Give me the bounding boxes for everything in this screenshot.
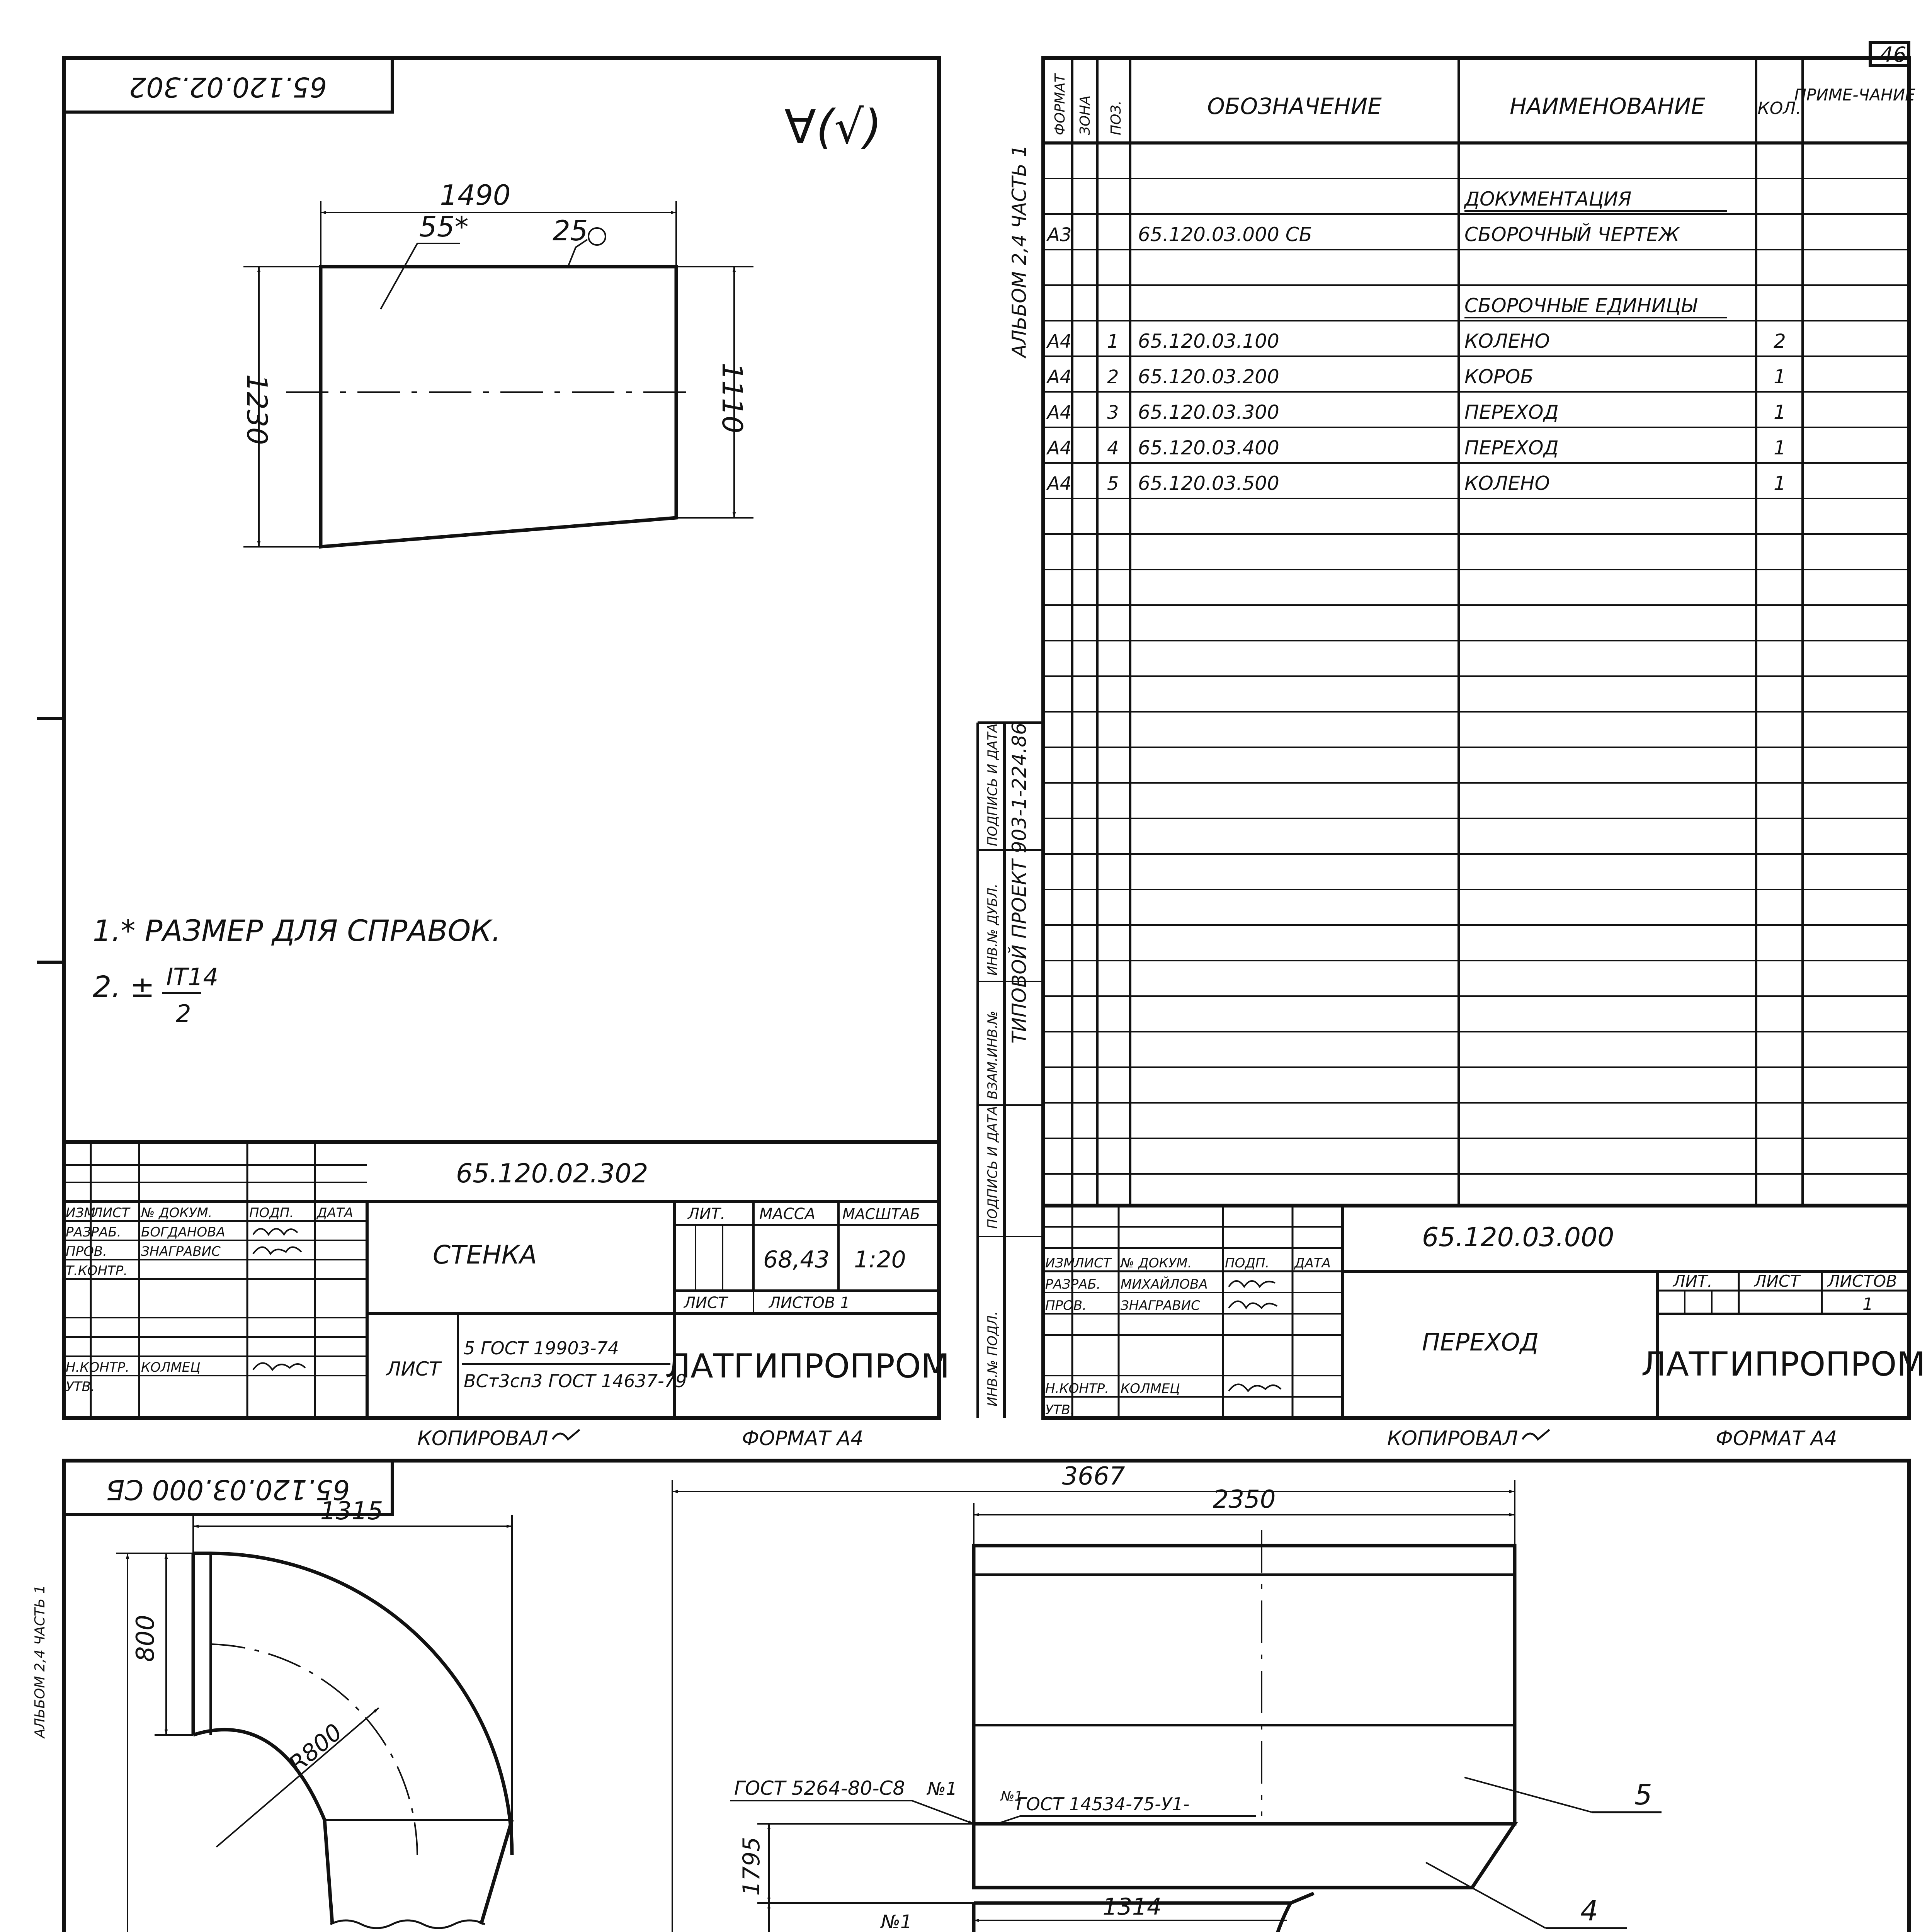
q1-finish-mark: ∀(√) xyxy=(784,100,882,154)
page-number: 46 xyxy=(1880,43,1906,67)
q2-title-part-name: ПЕРЕХОД xyxy=(1422,1328,1539,1356)
spec-quantity: 2 xyxy=(1774,330,1786,352)
svg-text:ФОРМАТ: ФОРМАТ xyxy=(1052,74,1068,135)
svg-text:№ ДОКУМ.: № ДОКУМ. xyxy=(141,1205,213,1221)
q1-note-2-num: IT14 xyxy=(166,963,219,991)
svg-text:ДАТА: ДАТА xyxy=(317,1205,353,1221)
q1-signature-3 xyxy=(253,1363,305,1370)
q1-note-1: 1.* РАЗМЕР ДЛЯ СПРАВОК. xyxy=(93,913,501,948)
q1-dim-right: 1110 xyxy=(716,362,748,434)
spec-quantity: 1 xyxy=(1774,366,1786,388)
q3-corner-stamp: 65.120.03.000 СБ xyxy=(106,1473,350,1505)
svg-text:1: 1 xyxy=(1862,1294,1873,1314)
svg-text:ЗНАГРАВИС: ЗНАГРАВИС xyxy=(1121,1298,1200,1313)
svg-text:ВЗАМ.ИНВ.№: ВЗАМ.ИНВ.№ xyxy=(985,1010,1000,1099)
svg-text:ОБОЗНАЧЕНИЕ: ОБОЗНАЧЕНИЕ xyxy=(1207,93,1382,119)
q2-signature-2 xyxy=(1229,1301,1277,1308)
q3-pos-4: 4 xyxy=(1580,1895,1598,1927)
q1-dim-left: 1230 xyxy=(241,374,273,445)
spec-designation: 65.120.03.000 СБ xyxy=(1138,223,1312,246)
spec-format: А4 xyxy=(1047,366,1072,388)
svg-text:ЛИТ.: ЛИТ. xyxy=(1673,1272,1713,1291)
q2-company: ЛАТГИПРОПРОМ xyxy=(1641,1345,1925,1384)
q3-dim-1795: 1795 xyxy=(738,1837,765,1896)
spec-name: СБОРОЧНЫЕ ЕДИНИЦЫ xyxy=(1464,294,1697,317)
spec-name: КОРОБ xyxy=(1464,366,1534,388)
q1-signature-2 xyxy=(253,1247,301,1254)
svg-text:ПРОВ.: ПРОВ. xyxy=(1045,1298,1087,1313)
q3-radius-800: R800 xyxy=(284,1718,348,1778)
svg-text:ИНВ.№ ПОДЛ.: ИНВ.№ ПОДЛ. xyxy=(985,1311,1000,1406)
q1-title-block xyxy=(64,1142,950,1418)
svg-text:ЗОНА: ЗОНА xyxy=(1077,95,1093,135)
svg-text:КОЛМЕЦ: КОЛМЕЦ xyxy=(141,1360,201,1375)
svg-text:ЛИСТОВ: ЛИСТОВ xyxy=(1828,1272,1897,1291)
spec-name: ПЕРЕХОД xyxy=(1464,401,1559,423)
svg-text:ИНВ.№ ДУБЛ.: ИНВ.№ ДУБЛ. xyxy=(985,883,1000,976)
q1-plate-outline xyxy=(321,267,676,547)
svg-text:№1: №1 xyxy=(927,1778,957,1799)
svg-text:ПОДПИСЬ И ДАТА: ПОДПИСЬ И ДАТА xyxy=(985,723,1000,846)
svg-text:ИЗМ: ИЗМ xyxy=(1045,1255,1075,1271)
q1-material-label: ЛИСТ xyxy=(386,1358,441,1380)
q2-title-doc-number: 65.120.03.000 xyxy=(1422,1222,1614,1253)
spec-name: СБОРОЧНЫЙ ЧЕРТЕЖ xyxy=(1464,223,1680,246)
spec-quantity: 1 xyxy=(1774,472,1786,495)
svg-text:Н.КОНТР.: Н.КОНТР. xyxy=(66,1360,129,1375)
spec-designation: 65.120.03.300 xyxy=(1138,401,1279,423)
q2-side-project: ТИПОВОЙ ПРОЕКТ 903-1-224.86 xyxy=(1008,723,1031,1044)
svg-text:РАЗРАБ.: РАЗРАБ. xyxy=(66,1225,121,1240)
svg-text:ДАТА: ДАТА xyxy=(1294,1255,1331,1271)
spec-position: 4 xyxy=(1107,437,1119,459)
q2-signature-3 xyxy=(1229,1384,1281,1391)
q3-sheet xyxy=(28,1461,1915,1932)
q2-signature-1 xyxy=(1229,1281,1275,1287)
q1-company: ЛАТГИПРОПРОМ xyxy=(665,1347,950,1386)
spec-position: 1 xyxy=(1107,331,1119,352)
q1-note-2-den: 2 xyxy=(176,1000,191,1028)
q1-sheet xyxy=(37,58,950,1450)
q3-dim-1314: 1314 xyxy=(1102,1893,1162,1920)
svg-text:ЛИТ.: ЛИТ. xyxy=(688,1205,726,1223)
svg-text:НАИМЕНОВАНИЕ: НАИМЕНОВАНИЕ xyxy=(1510,93,1705,119)
spec-format: А4 xyxy=(1047,402,1072,423)
svg-text:МИХАЙЛОВА: МИХАЙЛОВА xyxy=(1121,1277,1208,1292)
svg-text:ФОРМАТ А4: ФОРМАТ А4 xyxy=(742,1427,864,1450)
svg-text:РАЗРАБ.: РАЗРАБ. xyxy=(1045,1277,1101,1292)
spec-quantity: 1 xyxy=(1774,401,1786,423)
svg-text:КОПИРОВАЛ: КОПИРОВАЛ xyxy=(1387,1427,1518,1450)
svg-text:ПОДП.: ПОДП. xyxy=(249,1205,294,1221)
q3-main-assembly xyxy=(553,1462,1662,1932)
q1-signature-1 xyxy=(253,1229,298,1235)
q3-side-elevation xyxy=(94,1497,512,1932)
svg-text:КОПИРОВАЛ: КОПИРОВАЛ xyxy=(417,1427,548,1450)
q3-dim-2350: 2350 xyxy=(1213,1485,1276,1514)
spec-name: ДОКУМЕНТАЦИЯ xyxy=(1464,188,1632,210)
spec-format: А4 xyxy=(1047,473,1072,495)
q2-header-note: ПРИМЕ-ЧАНИЕ xyxy=(1794,85,1915,104)
svg-text:Н.КОНТР.: Н.КОНТР. xyxy=(1045,1381,1109,1396)
svg-text:ЗНАГРАВИС: ЗНАГРАВИС xyxy=(141,1244,221,1259)
svg-text:УТВ.: УТВ. xyxy=(1045,1402,1075,1418)
svg-text:МАСШТАБ: МАСШТАБ xyxy=(842,1206,920,1223)
q1-title-part-name: СТЕНКА xyxy=(433,1240,537,1270)
q2-spec-rows xyxy=(1046,188,1786,495)
svg-text:МАССА: МАССА xyxy=(759,1205,816,1223)
svg-text:ЛИСТ: ЛИСТ xyxy=(1074,1255,1111,1271)
spec-format: А3 xyxy=(1047,224,1072,246)
q3-frame xyxy=(64,1461,1909,1932)
q3-pos-5: 5 xyxy=(1634,1779,1652,1811)
svg-text:ПОДП.: ПОДП. xyxy=(1225,1255,1270,1271)
svg-text:ФОРМАТ А4: ФОРМАТ А4 xyxy=(1716,1427,1837,1450)
svg-text:КОЛМЕЦ: КОЛМЕЦ xyxy=(1121,1381,1180,1396)
spec-format: А4 xyxy=(1047,331,1072,352)
q3-dim-3667: 3667 xyxy=(1062,1462,1125,1491)
spec-format: А4 xyxy=(1047,437,1072,459)
svg-text:ЛИСТ: ЛИСТ xyxy=(93,1205,130,1221)
q3-weld-gost-14534: ГОСТ 14534-75-У1- xyxy=(1016,1794,1190,1815)
spec-name: КОЛЕНО xyxy=(1464,330,1550,352)
svg-text:БОГДАНОВА: БОГДАНОВА xyxy=(141,1225,225,1240)
spec-designation: 65.120.03.400 xyxy=(1138,437,1279,459)
svg-text:ПОЗ.: ПОЗ. xyxy=(1108,100,1124,135)
q1-dim-top: 1490 xyxy=(440,179,511,211)
q1-scale: 1:20 xyxy=(854,1246,906,1273)
q1-corner-stamp: 65.120.02.302 xyxy=(129,71,327,103)
spec-designation: 65.120.03.500 xyxy=(1138,472,1279,495)
q1-weld-mark: 55* xyxy=(419,211,469,243)
q3-dim-1315: 1315 xyxy=(320,1497,383,1526)
svg-text:ЛИСТ: ЛИСТ xyxy=(684,1294,728,1312)
q3-dim-800: 800 xyxy=(131,1614,160,1662)
svg-text:УТВ.: УТВ. xyxy=(66,1379,95,1395)
spec-name: КОЛЕНО xyxy=(1464,472,1550,495)
svg-text:ПРОВ.: ПРОВ. xyxy=(66,1244,107,1259)
q1-mass: 68,43 xyxy=(763,1246,830,1273)
svg-text:№1: №1 xyxy=(881,1911,912,1932)
svg-text:ЛИСТ: ЛИСТ xyxy=(1754,1272,1800,1291)
q1-material-bottom: ВСт3сп3 ГОСТ 14637-79 xyxy=(464,1371,687,1391)
q2-spec-row-lines xyxy=(1043,179,1909,1174)
q2-sheet xyxy=(978,43,1925,1450)
svg-text:№1: №1 xyxy=(1001,1789,1023,1804)
q2-frame xyxy=(1043,58,1909,1418)
spec-position: 3 xyxy=(1107,402,1119,423)
q3-weld-gost-5264: ГОСТ 5264-80-С8 xyxy=(734,1777,905,1799)
svg-text:ЛИСТОВ 1: ЛИСТОВ 1 xyxy=(769,1294,850,1312)
svg-text:ИЗМ: ИЗМ xyxy=(66,1205,95,1221)
q2-title-block xyxy=(1043,1206,1925,1418)
q3-side-album: АЛЬБОМ 2,4 ЧАСТЬ 1 xyxy=(32,1585,48,1738)
spec-designation: 65.120.03.200 xyxy=(1138,366,1279,388)
spec-quantity: 1 xyxy=(1774,437,1786,459)
svg-text:№ ДОКУМ.: № ДОКУМ. xyxy=(1121,1255,1192,1271)
spec-position: 2 xyxy=(1107,366,1119,388)
q1-title-doc-number: 65.120.02.302 xyxy=(456,1158,648,1189)
q1-roughness-mark: 25 xyxy=(553,214,588,247)
svg-text:ПОДПИСЬ И ДАТА: ПОДПИСЬ И ДАТА xyxy=(985,1106,1000,1229)
svg-text:Т.КОНТР.: Т.КОНТР. xyxy=(66,1263,128,1279)
spec-position: 5 xyxy=(1107,473,1119,495)
spec-name: ПЕРЕХОД xyxy=(1464,437,1559,459)
spec-designation: 65.120.03.100 xyxy=(1138,330,1279,352)
q1-note-2: 2. ± xyxy=(93,969,155,1004)
q2-side-album: АЛЬБОМ 2,4 ЧАСТЬ 1 xyxy=(1008,145,1031,358)
q1-material-top: 5 ГОСТ 19903-74 xyxy=(464,1338,619,1359)
svg-text:КОЛ.: КОЛ. xyxy=(1757,99,1801,118)
